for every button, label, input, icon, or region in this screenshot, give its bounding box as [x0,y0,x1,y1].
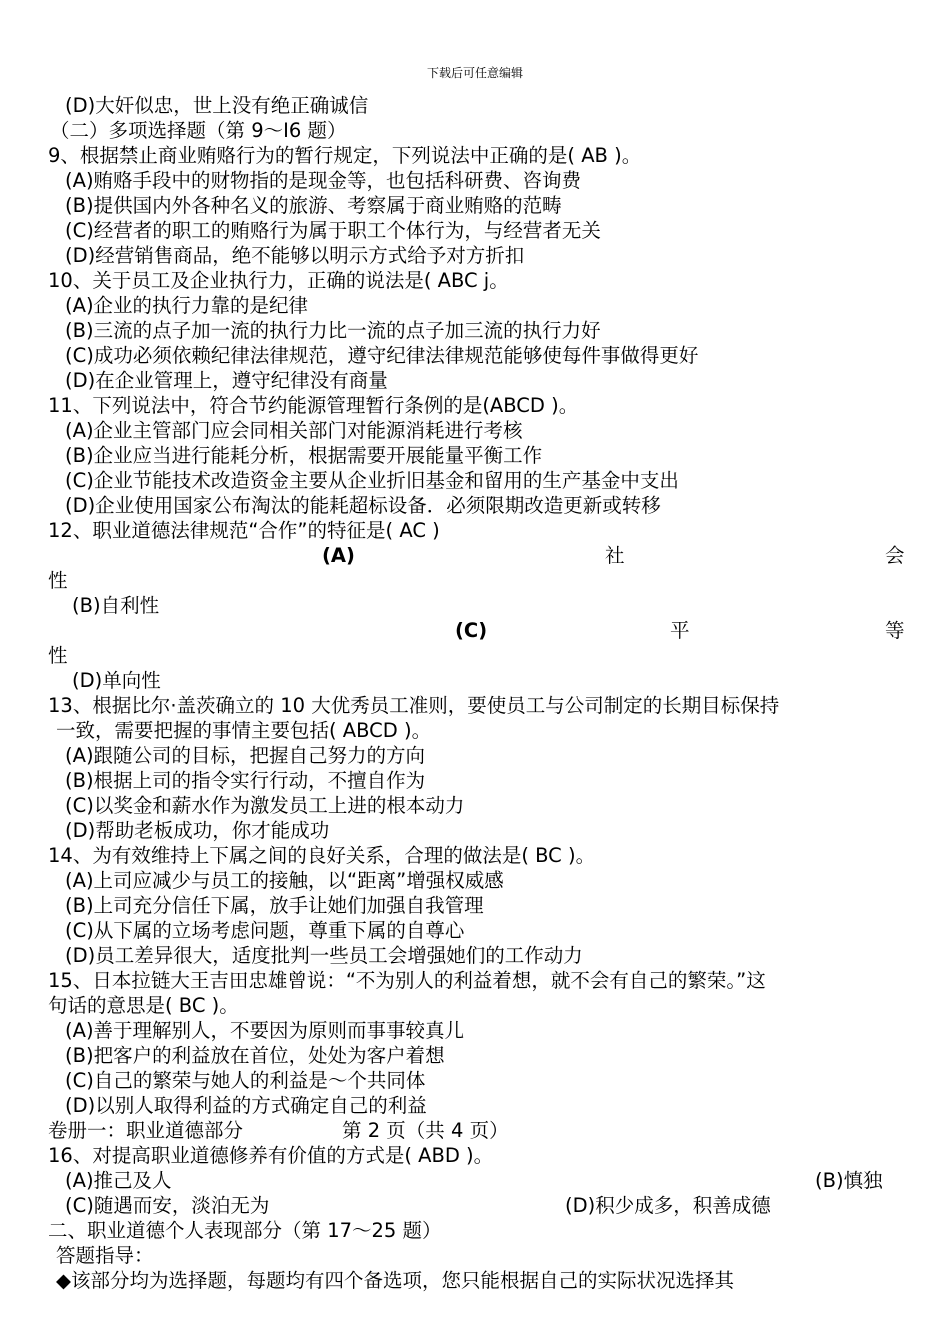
question-10: 10、关于员工及企业执行力，正确的说法是( ABC j。 [48,269,509,292]
option-letter: (C) [455,619,488,642]
instructions-label: 答题指导： [56,1244,154,1267]
option-line: (D)单向性 [72,669,161,692]
footer-page-number: 第 2 页（共 4 页） [342,1119,509,1142]
option-line: (C)自己的繁荣与她人的利益是～个共同体 [65,1069,426,1092]
option-line: (C)企业节能技术改造资金主要从企业折旧基金和留用的生产基金中支出 [65,469,679,492]
option-line: (A)贿赂手段中的财物指的是现金等，也包括科研费、咨询费 [65,169,582,192]
option-line: (A)善于理解别人，不要因为原则而事事较真儿 [65,1019,465,1042]
question-15-cont: 句话的意思是( BC )。 [48,994,239,1017]
option-wrap: 性 [48,569,68,592]
question-11: 11、下列说法中，符合节约能源管理暂行条例的是(ABCD )。 [48,394,579,417]
option-letter: (A) [322,544,355,567]
question-15: 15、日本拉链大王吉田忠雄曾说：“不为别人的利益着想，就不会有自己的繁荣。”这 [48,969,766,992]
option-line: (C)经营者的职工的贿赂行为属于职工个体行为，与经营者无关 [65,219,601,242]
option-char: 社 [605,544,625,567]
option-a: (A)推己及人 [65,1169,172,1192]
question-16: 16、对提高职业道德修养有价值的方式是( ABD )。 [48,1144,494,1167]
question-13: 13、根据比尔·盖茨确立的 10 大优秀员工准则，要使员工与公司制定的长期目标保持 [48,694,780,717]
option-line: (B)提供国内外各种名义的旅游、考察属于商业贿赂的范畴 [65,194,562,217]
option-line: (C)从下属的立场考虑问题，尊重下属的自尊心 [65,919,465,942]
question-12: 12、职业道德法律规范“合作”的特征是( AC ) [48,519,440,542]
section-heading: （二）多项选择题（第 9～I6 题） [50,119,347,142]
option-line: (A)企业的执行力靠的是纪律 [65,294,309,317]
page-header: 下载后可任意编辑 [426,66,523,80]
option-line: (D)在企业管理上，遵守纪律没有商量 [65,369,388,392]
option-line: (B)企业应当进行能耗分析，根据需要开展能量平衡工作 [65,444,543,467]
instructions-text: ◆该部分均为选择题，每题均有四个备选项，您只能根据自己的实际状况选择其 [56,1269,734,1292]
option-line: (A)企业主管部门应会同相关部门对能源消耗进行考核 [65,419,523,442]
option-line: (B)把客户的利益放在首位，处处为客户着想 [65,1044,445,1067]
option-char: 等 [885,619,905,642]
question-14: 14、为有效维持上下属之间的良好关系，合理的做法是( BC )。 [48,844,596,867]
option-line: (D)员工差异很大，适度批判一些员工会增强她们的工作动力 [65,944,583,967]
option-char: 会 [885,544,905,567]
option-line: (D)大奸似忠，世上没有绝正确诚信 [65,94,369,117]
option-c: (C)随遇而安，淡泊无为 [65,1194,270,1217]
question-9: 9、根据禁止商业贿赂行为的暂行规定，下列说法中正确的是( AB )。 [48,144,642,167]
option-line: (A)跟随公司的目标，把握自己努力的方向 [65,744,426,767]
option-d: (D)积少成多，积善成德 [565,1194,771,1217]
option-line: (B)三流的点子加一流的执行力比一流的点子加三流的执行力好 [65,319,601,342]
option-line: (B)根据上司的指令实行行动，不擅自作为 [65,769,426,792]
option-line: (C)以奖金和薪水作为激发员工上进的根本动力 [65,794,465,817]
option-line: (C)成功必须依赖纪律法律规范，遵守纪律法律规范能够使每件事做得更好 [65,344,699,367]
option-line: (B)自利性 [72,594,160,617]
option-line: (A)上司应减少与员工的接触，以“距离”增强权威感 [65,869,504,892]
option-b: (B)慎独 [815,1169,883,1192]
footer-volume: 卷册一：职业道德部分 [48,1119,244,1142]
option-line: (D)经营销售商品，绝不能够以明示方式给予对方折扣 [65,244,525,267]
option-line: (D)帮助老板成功，你才能成功 [65,819,330,842]
option-char: 平 [670,619,690,642]
option-wrap: 性 [48,644,68,667]
section-heading: 二、职业道德个人表现部分（第 17～25 题） [48,1219,442,1242]
option-line: (D)以别人取得利益的方式确定自己的利益 [65,1094,427,1117]
question-13-cont: 一致，需要把握的事情主要包括( ABCD )。 [56,719,432,742]
option-line: (D)企业使用国家公布淘汰的能耗超标设备．必须限期改造更新或转移 [65,494,661,517]
option-line: (B)上司充分信任下属，放手让她们加强自我管理 [65,894,484,917]
